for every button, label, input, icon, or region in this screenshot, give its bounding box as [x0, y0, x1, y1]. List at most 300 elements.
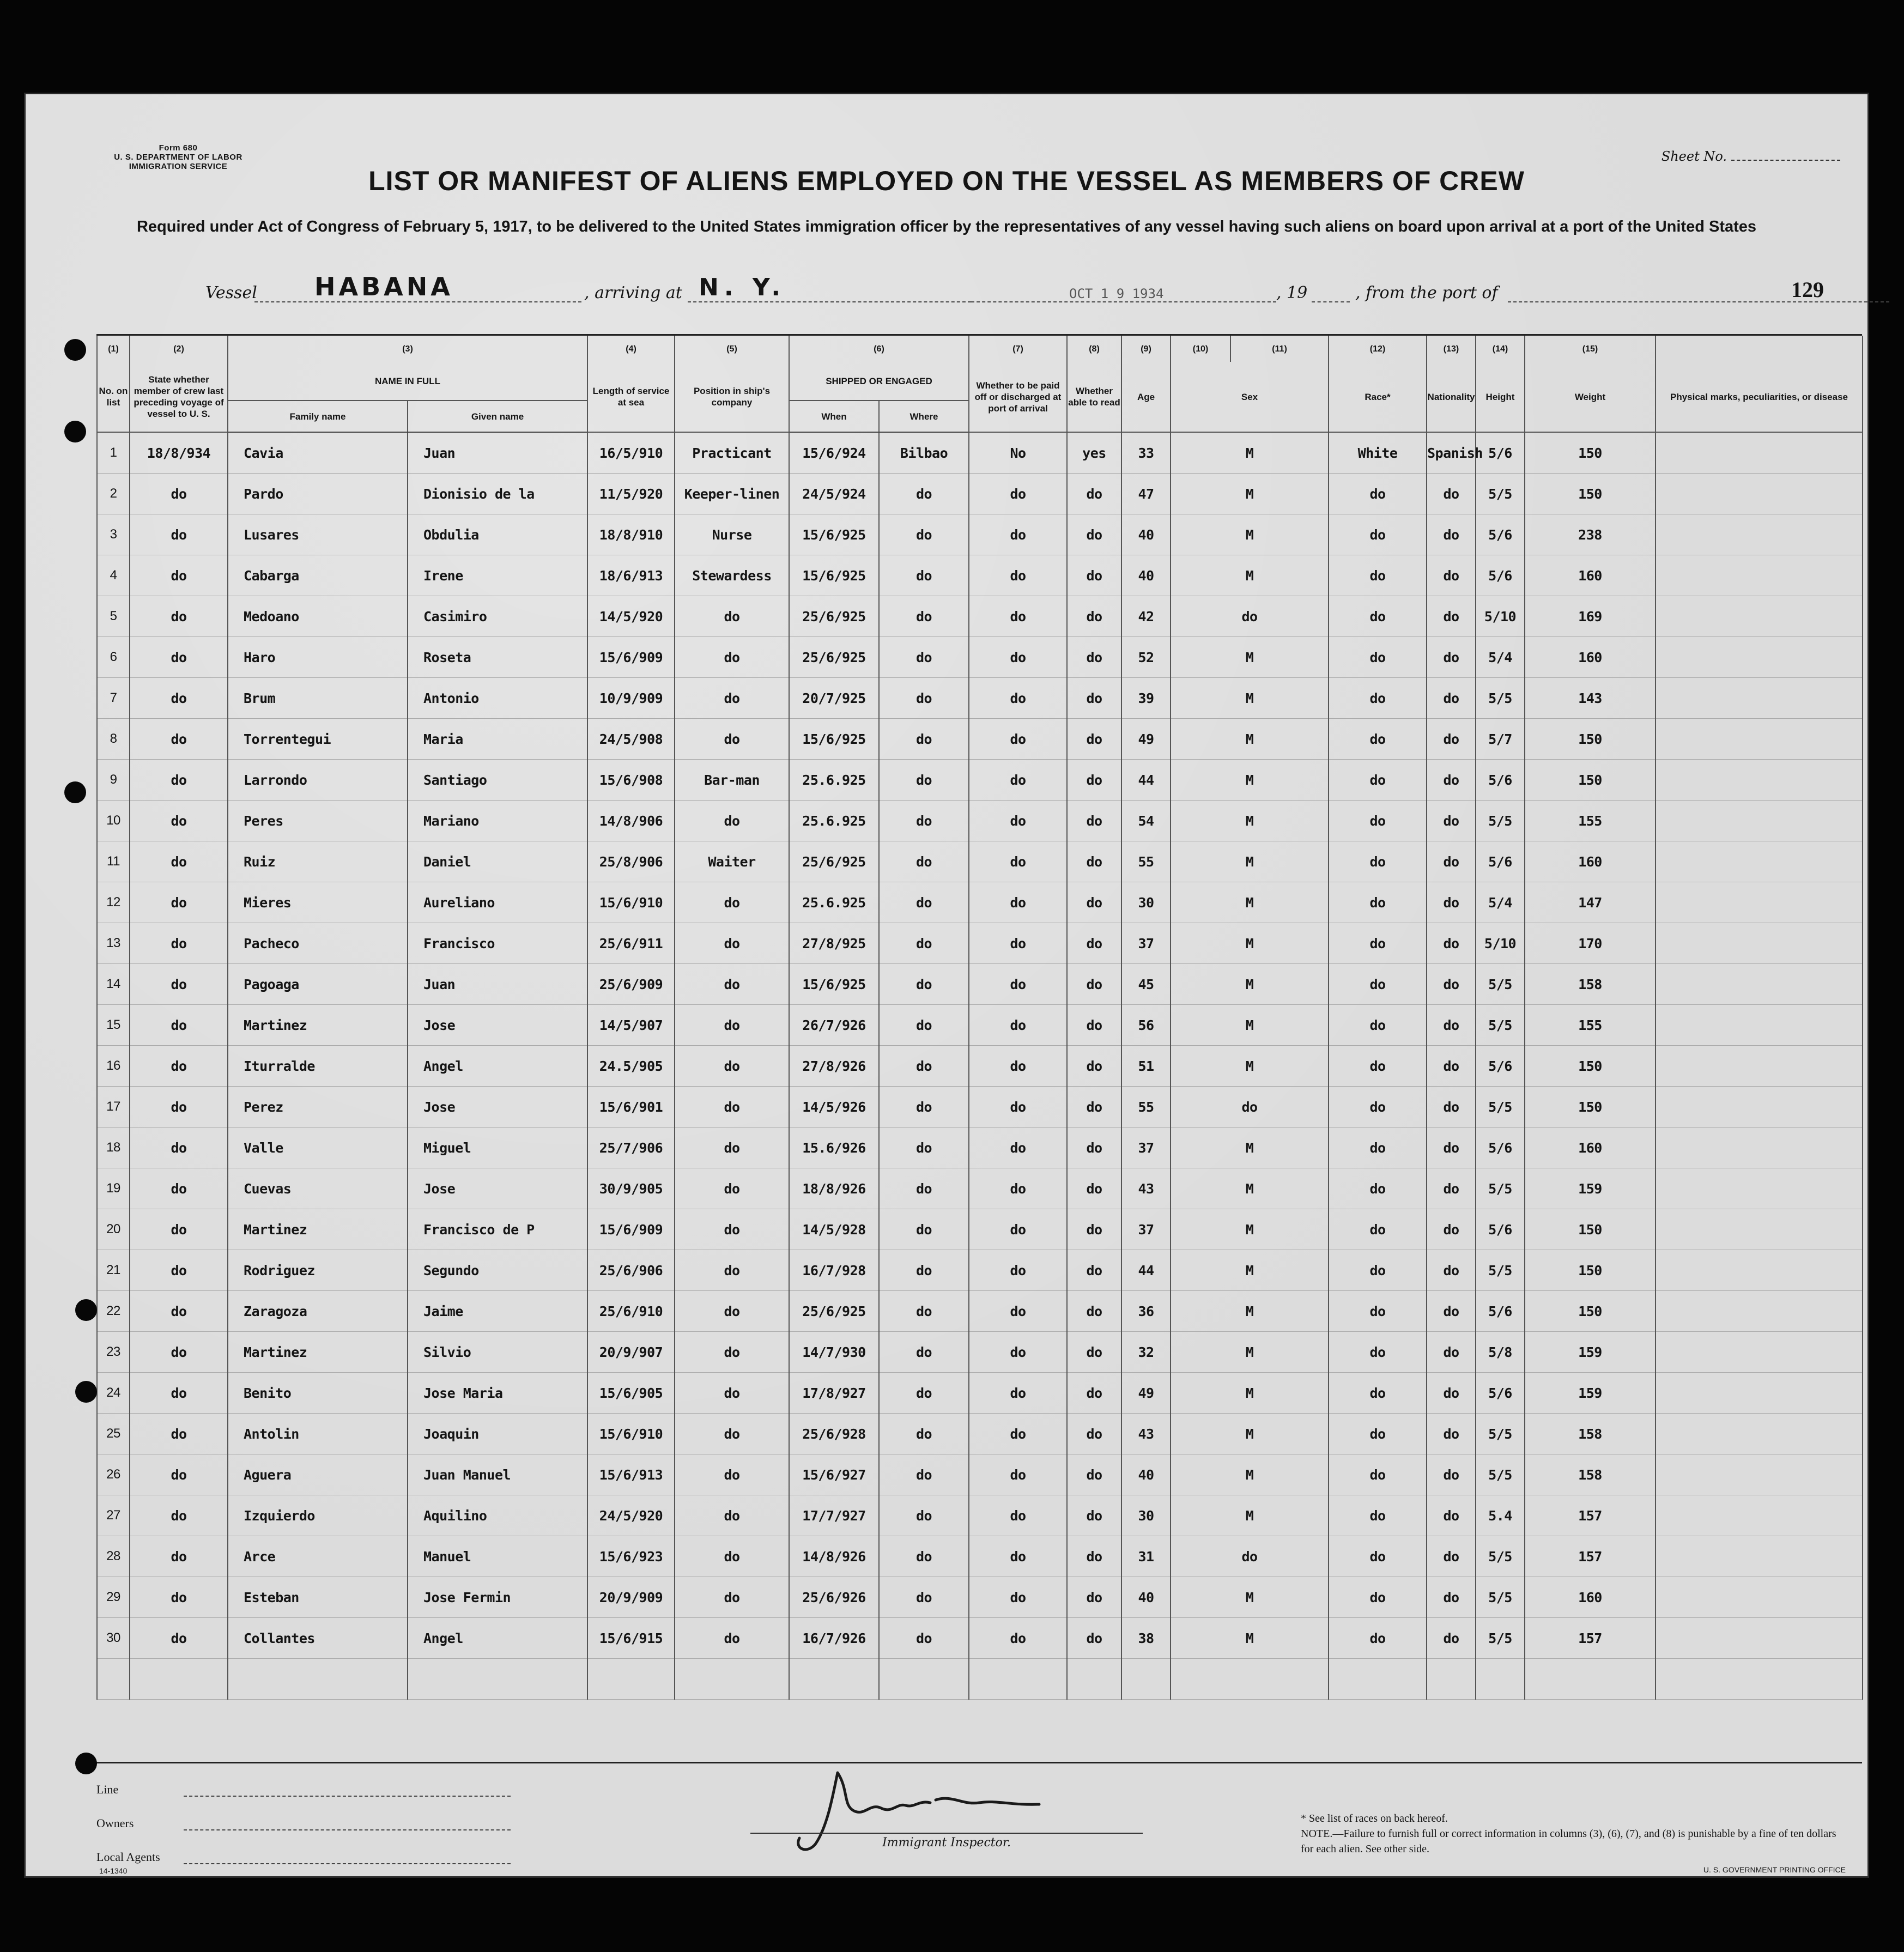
sex-cell: M	[1171, 1209, 1329, 1250]
length-of-service-cell: 20/9/909	[587, 1577, 675, 1618]
able-to-read-cell: do	[1067, 1332, 1121, 1373]
height-cell: 5/10	[1476, 596, 1525, 637]
year-blank	[1312, 285, 1350, 302]
row-number-cell: 20	[97, 1209, 130, 1250]
weight-cell: 150	[1525, 474, 1656, 514]
age-cell: 45	[1121, 964, 1171, 1005]
engaged-where-cell: do	[879, 637, 969, 678]
paid-off-cell: No	[969, 432, 1067, 474]
physical-marks-cell	[1656, 1536, 1863, 1577]
nationality-cell: do	[1427, 1618, 1476, 1659]
previous-voyage-cell: do	[130, 596, 228, 637]
table-row	[97, 1209, 1863, 1250]
ship-position-cell: Bar-man	[675, 760, 789, 801]
row-number-cell: 3	[97, 514, 130, 555]
ship-position-cell: do	[675, 1005, 789, 1046]
paid-off-cell: do	[969, 1577, 1067, 1618]
race-cell: do	[1329, 1046, 1427, 1087]
height-cell: 5/5	[1476, 1250, 1525, 1291]
engaged-when-cell: 15/6/924	[789, 432, 879, 474]
engaged-when-cell: 15/6/925	[789, 514, 879, 555]
weight-cell: 143	[1525, 678, 1656, 719]
row-number-cell: 18	[97, 1127, 130, 1168]
able-to-read-cell: do	[1067, 555, 1121, 596]
row-number-cell: 28	[97, 1536, 130, 1577]
ship-position-cell: Waiter	[675, 841, 789, 882]
race-cell: do	[1329, 514, 1427, 555]
paid-off-cell: do	[969, 1127, 1067, 1168]
race-cell: do	[1329, 678, 1427, 719]
physical-marks-cell	[1656, 1005, 1863, 1046]
nationality-cell: do	[1427, 719, 1476, 760]
ship-position-cell: do	[675, 719, 789, 760]
previous-voyage-cell: do	[130, 555, 228, 596]
ship-position-cell: do	[675, 1618, 789, 1659]
height-cell: 5/4	[1476, 637, 1525, 678]
length-of-service-cell: 15/6/901	[587, 1087, 675, 1127]
weight-cell: 159	[1525, 1332, 1656, 1373]
sex-cell: do	[1171, 1536, 1329, 1577]
family-name-cell: Antolin	[228, 1414, 408, 1454]
given-name-cell: Irene	[408, 555, 587, 596]
row-number-cell: 2	[97, 474, 130, 514]
height-cell: 5/6	[1476, 760, 1525, 801]
agents-field	[96, 1840, 532, 1874]
family-name-cell: Esteban	[228, 1577, 408, 1618]
physical-marks-cell	[1656, 1046, 1863, 1087]
race-cell: do	[1329, 964, 1427, 1005]
row-number-cell: 30	[97, 1618, 130, 1659]
table-row	[97, 1577, 1863, 1618]
sex-cell: M	[1171, 1577, 1329, 1618]
physical-marks-cell	[1656, 474, 1863, 514]
engaged-where-cell: do	[879, 1250, 969, 1291]
paid-off-cell: do	[969, 801, 1067, 841]
length-of-service-cell: 15/6/909	[587, 637, 675, 678]
engaged-when-cell: 17/8/927	[789, 1373, 879, 1414]
nationality-cell: do	[1427, 1291, 1476, 1332]
nationality-cell: do	[1427, 596, 1476, 637]
row-number-cell: 12	[97, 882, 130, 923]
sex-cell: M	[1171, 678, 1329, 719]
able-to-read-cell: do	[1067, 1373, 1121, 1414]
able-to-read-cell: do	[1067, 801, 1121, 841]
length-of-service-cell: 20/9/907	[587, 1332, 675, 1373]
header-race: Race*	[1329, 362, 1427, 432]
height-cell: 5/6	[1476, 555, 1525, 596]
able-to-read-cell: do	[1067, 678, 1121, 719]
given-name-cell: Santiago	[408, 760, 587, 801]
family-name-cell: Zaragoza	[228, 1291, 408, 1332]
height-cell: 5/7	[1476, 719, 1525, 760]
height-cell: 5/5	[1476, 474, 1525, 514]
length-of-service-cell: 14/8/906	[587, 801, 675, 841]
row-number-cell: 6	[97, 637, 130, 678]
given-name-cell: Angel	[408, 1046, 587, 1087]
paid-off-cell: do	[969, 1332, 1067, 1373]
physical-marks-cell	[1656, 678, 1863, 719]
family-name-cell: Benito	[228, 1373, 408, 1414]
length-of-service-cell: 15/6/923	[587, 1536, 675, 1577]
race-cell: do	[1329, 1495, 1427, 1536]
height-cell: 5/5	[1476, 1536, 1525, 1577]
previous-voyage-cell: do	[130, 1127, 228, 1168]
age-cell: 39	[1121, 678, 1171, 719]
row-number-cell: 11	[97, 841, 130, 882]
length-of-service-cell: 15/6/915	[587, 1618, 675, 1659]
engaged-where-cell: do	[879, 719, 969, 760]
table-row	[97, 555, 1863, 596]
row-number-cell: 4	[97, 555, 130, 596]
table-row	[97, 514, 1863, 555]
header-family-name: Family name	[228, 401, 408, 432]
race-cell: do	[1329, 1209, 1427, 1250]
height-cell: 5/5	[1476, 1577, 1525, 1618]
given-name-cell: Roseta	[408, 637, 587, 678]
family-name-cell: Arce	[228, 1536, 408, 1577]
length-of-service-cell: 25/6/906	[587, 1250, 675, 1291]
service-label: IMMIGRATION SERVICE	[129, 162, 228, 171]
able-to-read-cell: do	[1067, 596, 1121, 637]
age-cell: 52	[1121, 637, 1171, 678]
physical-marks-cell	[1656, 1168, 1863, 1209]
table-row	[97, 1046, 1863, 1087]
engaged-where-cell: do	[879, 1332, 969, 1373]
col-num-3: (3)	[228, 336, 587, 362]
engaged-where-cell: do	[879, 1495, 969, 1536]
engaged-where-cell: do	[879, 1046, 969, 1087]
ship-position-cell: Nurse	[675, 514, 789, 555]
physical-marks-cell	[1656, 596, 1863, 637]
punch-hole	[64, 421, 86, 442]
weight-cell: 147	[1525, 882, 1656, 923]
height-cell: 5/6	[1476, 1373, 1525, 1414]
given-name-cell: Joaquin	[408, 1414, 587, 1454]
table-row	[97, 1005, 1863, 1046]
weight-cell: 150	[1525, 1087, 1656, 1127]
row-number-cell: 10	[97, 801, 130, 841]
age-cell: 40	[1121, 514, 1171, 555]
race-cell: do	[1329, 923, 1427, 964]
weight-cell: 160	[1525, 637, 1656, 678]
paid-off-cell: do	[969, 596, 1067, 637]
family-name-cell: Lusares	[228, 514, 408, 555]
col-num-1: (1)	[97, 336, 130, 362]
race-cell: do	[1329, 1250, 1427, 1291]
header-age: Age	[1121, 362, 1171, 432]
length-of-service-cell: 14/5/907	[587, 1005, 675, 1046]
ship-position-cell: Practicant	[675, 432, 789, 474]
engaged-when-cell: 25/6/926	[789, 1577, 879, 1618]
punch-hole	[75, 1299, 97, 1321]
previous-voyage-cell: do	[130, 1495, 228, 1536]
weight-cell: 159	[1525, 1373, 1656, 1414]
weight-cell: 150	[1525, 1250, 1656, 1291]
age-cell: 40	[1121, 555, 1171, 596]
family-name-cell: Cavia	[228, 432, 408, 474]
engaged-where-cell: do	[879, 1005, 969, 1046]
able-to-read-cell: yes	[1067, 432, 1121, 474]
able-to-read-cell: do	[1067, 964, 1121, 1005]
height-cell: 5/6	[1476, 1291, 1525, 1332]
given-name-cell: Miguel	[408, 1127, 587, 1168]
race-cell: do	[1329, 1618, 1427, 1659]
row-number-cell: 13	[97, 923, 130, 964]
engaged-where-cell: do	[879, 555, 969, 596]
given-name-cell: Daniel	[408, 841, 587, 882]
previous-voyage-cell: do	[130, 760, 228, 801]
engaged-where-cell: Bilbao	[879, 432, 969, 474]
family-name-cell: Pagoaga	[228, 964, 408, 1005]
nationality-cell: do	[1427, 555, 1476, 596]
height-cell: 5/5	[1476, 1414, 1525, 1454]
race-cell: do	[1329, 637, 1427, 678]
weight-cell: 159	[1525, 1168, 1656, 1209]
sex-cell: M	[1171, 1373, 1329, 1414]
header-nationality: Nationality	[1427, 362, 1476, 432]
race-cell: do	[1329, 1414, 1427, 1454]
able-to-read-cell: do	[1067, 1577, 1121, 1618]
previous-voyage-cell: 18/8/934	[130, 432, 228, 474]
previous-voyage-cell: do	[130, 801, 228, 841]
length-of-service-cell: 25/7/906	[587, 1127, 675, 1168]
header-sex: Sex	[1171, 362, 1329, 432]
header-name-in-full: NAME IN FULL	[228, 362, 587, 401]
length-of-service-cell: 25/6/910	[587, 1291, 675, 1332]
age-cell: 51	[1121, 1046, 1171, 1087]
engaged-when-cell: 16/7/928	[789, 1250, 879, 1291]
given-name-cell: Manuel	[408, 1536, 587, 1577]
given-name-cell: Maria	[408, 719, 587, 760]
age-cell: 32	[1121, 1332, 1171, 1373]
nationality-cell: do	[1427, 1005, 1476, 1046]
engaged-where-cell: do	[879, 1087, 969, 1127]
sex-cell: M	[1171, 1414, 1329, 1454]
col-num-7: (7)	[969, 336, 1067, 362]
ship-position-cell: do	[675, 1495, 789, 1536]
weight-cell: 160	[1525, 841, 1656, 882]
given-name-cell: Juan	[408, 964, 587, 1005]
able-to-read-cell: do	[1067, 1250, 1121, 1291]
family-name-cell: Valle	[228, 1127, 408, 1168]
physical-marks-cell	[1656, 801, 1863, 841]
engaged-when-cell: 25.6.925	[789, 882, 879, 923]
col-num-2: (2)	[130, 336, 228, 362]
sex-cell: M	[1171, 1618, 1329, 1659]
vessel-label: Vessel	[205, 283, 257, 302]
ship-position-cell: do	[675, 1209, 789, 1250]
weight-cell: 160	[1525, 1127, 1656, 1168]
physical-marks-cell	[1656, 1209, 1863, 1250]
header-length-service: Length of service at sea	[587, 362, 675, 432]
nationality-cell: do	[1427, 1250, 1476, 1291]
paid-off-cell: do	[969, 1046, 1067, 1087]
sex-cell: M	[1171, 923, 1329, 964]
engaged-where-cell: do	[879, 1577, 969, 1618]
engaged-when-cell: 14/7/930	[789, 1332, 879, 1373]
previous-voyage-cell: do	[130, 678, 228, 719]
physical-marks-cell	[1656, 432, 1863, 474]
table-row	[97, 719, 1863, 760]
weight-cell: 150	[1525, 719, 1656, 760]
engaged-when-cell: 25/6/925	[789, 1291, 879, 1332]
table-row	[97, 1373, 1863, 1414]
paid-off-cell: do	[969, 882, 1067, 923]
previous-voyage-cell: do	[130, 474, 228, 514]
ship-position-cell: do	[675, 1414, 789, 1454]
length-of-service-cell: 24.5/905	[587, 1046, 675, 1087]
paid-off-cell: do	[969, 474, 1067, 514]
ship-position-cell: do	[675, 1454, 789, 1495]
family-name-cell: Martinez	[228, 1005, 408, 1046]
age-cell: 49	[1121, 719, 1171, 760]
paid-off-cell: do	[969, 1454, 1067, 1495]
age-cell: 55	[1121, 1087, 1171, 1127]
department-label: U. S. DEPARTMENT OF LABOR	[114, 153, 242, 162]
sex-cell: M	[1171, 1005, 1329, 1046]
weight-cell: 169	[1525, 596, 1656, 637]
nationality-cell: do	[1427, 678, 1476, 719]
physical-marks-cell	[1656, 1454, 1863, 1495]
nationality-cell: do	[1427, 1127, 1476, 1168]
paid-off-cell: do	[969, 1618, 1067, 1659]
engaged-where-cell: do	[879, 1373, 969, 1414]
footer-labels	[96, 1773, 532, 1874]
header-paid-off: Whether to be paid off or discharged at port of arrival	[969, 362, 1067, 432]
weight-cell: 150	[1525, 1291, 1656, 1332]
height-cell: 5/6	[1476, 1209, 1525, 1250]
ship-position-cell: do	[675, 637, 789, 678]
nationality-cell: do	[1427, 923, 1476, 964]
ship-position-cell: do	[675, 1087, 789, 1127]
family-name-cell: Larrondo	[228, 760, 408, 801]
ship-position-cell: do	[675, 964, 789, 1005]
given-name-cell: Jose	[408, 1087, 587, 1127]
paid-off-cell: do	[969, 1536, 1067, 1577]
nationality-cell: do	[1427, 760, 1476, 801]
sex-cell: M	[1171, 1127, 1329, 1168]
engaged-when-cell: 14/5/928	[789, 1209, 879, 1250]
previous-voyage-cell: do	[130, 1414, 228, 1454]
race-cell: do	[1329, 596, 1427, 637]
height-cell: 5/5	[1476, 964, 1525, 1005]
age-cell: 56	[1121, 1005, 1171, 1046]
agents-label: Local Agents	[96, 1850, 160, 1864]
length-of-service-cell: 15/6/909	[587, 1209, 675, 1250]
previous-voyage-cell: do	[130, 637, 228, 678]
row-number-cell: 17	[97, 1087, 130, 1127]
given-name-cell: Angel	[408, 1618, 587, 1659]
family-name-cell: Ruiz	[228, 841, 408, 882]
able-to-read-cell: do	[1067, 1495, 1121, 1536]
physical-marks-cell	[1656, 1414, 1863, 1454]
sex-cell: M	[1171, 841, 1329, 882]
nationality-cell: do	[1427, 1209, 1476, 1250]
ship-position-cell: Keeper-linen	[675, 474, 789, 514]
nationality-cell: do	[1427, 1373, 1476, 1414]
sex-cell: M	[1171, 760, 1329, 801]
col-num-11: (11)	[1230, 336, 1329, 362]
sex-cell: M	[1171, 719, 1329, 760]
engaged-where-cell: do	[879, 1209, 969, 1250]
nationality-cell: do	[1427, 1168, 1476, 1209]
sex-cell: do	[1171, 1087, 1329, 1127]
paid-off-cell: do	[969, 719, 1067, 760]
row-number-cell: 5	[97, 596, 130, 637]
ship-position-cell: do	[675, 1168, 789, 1209]
ship-position-cell: do	[675, 1577, 789, 1618]
length-of-service-cell: 15/6/908	[587, 760, 675, 801]
previous-voyage-cell: do	[130, 923, 228, 964]
ship-position-cell: do	[675, 1046, 789, 1087]
nationality-cell: do	[1427, 964, 1476, 1005]
engaged-when-cell: 18/8/926	[789, 1168, 879, 1209]
physical-marks-cell	[1656, 1087, 1863, 1127]
weight-cell: 150	[1525, 1209, 1656, 1250]
vessel-info-line	[205, 274, 1829, 307]
sex-cell: M	[1171, 1168, 1329, 1209]
length-of-service-cell: 14/5/920	[587, 596, 675, 637]
nationality-cell: do	[1427, 1495, 1476, 1536]
family-name-cell: Cuevas	[228, 1168, 408, 1209]
penalty-note: NOTE.—Failure to furnish full or correct information in columns (3), (6), (7), and (8) is punishable by a fine of ten dollars for each alien. See other side.	[1301, 1828, 1836, 1855]
row-number-cell: 1	[97, 432, 130, 474]
age-cell: 47	[1121, 474, 1171, 514]
sex-cell: M	[1171, 1454, 1329, 1495]
paid-off-cell: do	[969, 637, 1067, 678]
length-of-service-cell: 15/6/913	[587, 1454, 675, 1495]
engaged-when-cell: 24/5/924	[789, 474, 879, 514]
sheet-number: 129	[1791, 277, 1824, 302]
crew-table-wrapper	[96, 334, 1862, 1763]
length-of-service-cell: 11/5/920	[587, 474, 675, 514]
paid-off-cell: do	[969, 1414, 1067, 1454]
col-num-13: (13)	[1427, 336, 1476, 362]
table-row	[97, 1536, 1863, 1577]
engaged-when-cell: 25/6/928	[789, 1414, 879, 1454]
footer-notes	[1301, 1811, 1846, 1877]
arriving-port: N. Y.	[688, 274, 971, 302]
ship-position-cell: do	[675, 1250, 789, 1291]
engaged-where-cell: do	[879, 882, 969, 923]
engaged-where-cell: do	[879, 964, 969, 1005]
engaged-when-cell: 27/8/926	[789, 1046, 879, 1087]
physical-marks-cell	[1656, 1495, 1863, 1536]
table-row	[97, 923, 1863, 964]
paid-off-cell: do	[969, 1373, 1067, 1414]
sex-cell: M	[1171, 474, 1329, 514]
height-cell: 5/10	[1476, 923, 1525, 964]
nationality-cell: Spanish	[1427, 432, 1476, 474]
row-number-cell: 27	[97, 1495, 130, 1536]
height-cell: 5/6	[1476, 1127, 1525, 1168]
able-to-read-cell: do	[1067, 1046, 1121, 1087]
given-name-cell: Jose	[408, 1005, 587, 1046]
weight-cell: 170	[1525, 923, 1656, 964]
engaged-when-cell: 15/6/925	[789, 555, 879, 596]
race-cell: do	[1329, 719, 1427, 760]
col-num-12: (12)	[1329, 336, 1427, 362]
race-cell: do	[1329, 1454, 1427, 1495]
paid-off-cell: do	[969, 841, 1067, 882]
physical-marks-cell	[1656, 1127, 1863, 1168]
engaged-where-cell: do	[879, 1454, 969, 1495]
previous-voyage-cell: do	[130, 1454, 228, 1495]
engaged-where-cell: do	[879, 1127, 969, 1168]
inspector-label: Immigrant Inspector.	[750, 1833, 1143, 1850]
age-cell: 54	[1121, 801, 1171, 841]
engaged-where-cell: do	[879, 1414, 969, 1454]
